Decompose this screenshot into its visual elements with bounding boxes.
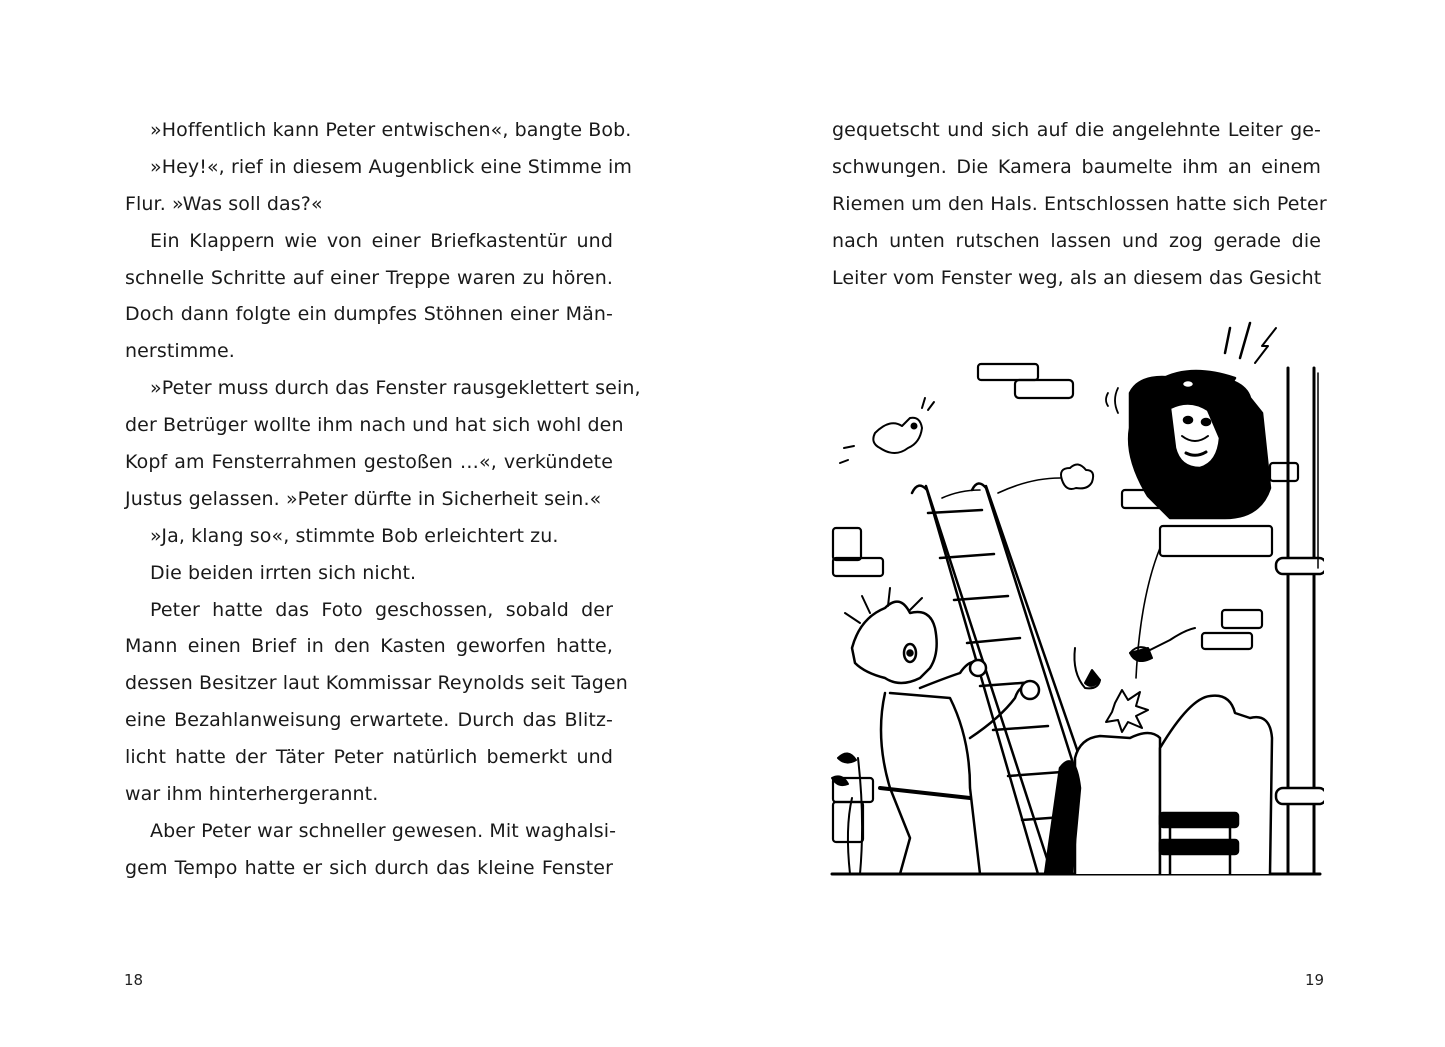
left-page <box>0 0 722 1047</box>
text-line: gequetscht und sich auf die angelehnte Leiter ge- <box>832 119 1321 141</box>
text-line: »Hoffentlich kann Peter entwischen«, bangte Bob. <box>150 119 632 141</box>
page-number-left: 18 <box>124 971 144 989</box>
text-line: »Hey!«, rief in diesem Augenblick eine Stimme im <box>150 155 632 178</box>
text-line: war ihm hinterhergerannt. <box>125 783 379 806</box>
text-line: Ein Klappern wie von einer Briefkastentür und <box>150 229 613 252</box>
text-line: Justus gelassen. »Peter dürfte in Sicherheit sein.« <box>125 487 602 510</box>
angry-man-in-window <box>1106 323 1276 518</box>
text-line: Riemen um den Hals. Entschlossen hatte sich Peter <box>832 192 1327 215</box>
text-line: nerstimme. <box>125 340 235 363</box>
boy-pulling-ladder <box>845 588 1039 874</box>
text-line: »Ja, klang so«, stimmte Bob erleichtert zu. <box>150 524 559 547</box>
broken-door <box>1045 696 1272 874</box>
text-line: gem Tempo hatte er sich durch das kleine Fenster <box>125 856 613 879</box>
falling-pipe <box>1074 548 1195 688</box>
text-line: Leiter vom Fenster weg, als an diesem das Gesicht <box>832 266 1322 289</box>
text-line: Aber Peter war schneller gewesen. Mit waghalsi- <box>150 819 617 842</box>
right-page <box>722 0 1445 1047</box>
right-page-text <box>832 112 1327 296</box>
dust-puff <box>1061 464 1093 489</box>
plant <box>832 753 862 874</box>
text-line: schnelle Schritte auf einer Treppe waren zu hören. <box>125 266 613 289</box>
page-number-right: 19 <box>1305 971 1325 989</box>
text-line: eine Bezahlanweisung erwartete. Durch das Blitz- <box>125 709 613 732</box>
text-line: der Betrüger wollte ihm nach und hat sich wohl den <box>125 414 624 437</box>
text-line: schwungen. Die Kamera baumelte ihm an einem <box>832 155 1321 178</box>
drainpipe <box>1276 368 1324 874</box>
text-line: Kopf am Fensterrahmen gestoßen …«, verkündete <box>125 451 613 474</box>
text-line: nach unten rutschen lassen und zog gerade die <box>832 229 1321 252</box>
text-line: Die beiden irrten sich nicht. <box>150 561 417 584</box>
left-page-text <box>125 112 641 887</box>
flying-bird <box>840 398 934 463</box>
text-line: Flur. »Was soll das?« <box>125 192 323 215</box>
text-line: Mann einen Brief in den Kasten geworfen hatte, <box>125 635 613 658</box>
text-line: Peter hatte das Foto geschossen, sobald der <box>150 598 613 621</box>
impact-star <box>1106 690 1148 732</box>
text-line: licht hatte der Täter Peter natürlich bemerkt und <box>125 746 613 769</box>
comic-illustration <box>830 318 1324 878</box>
text-line: dessen Besitzer laut Kommissar Reynolds seit Tagen <box>125 672 628 695</box>
text-line: Doch dann folgte ein dumpfes Stöhnen einer Män- <box>125 303 613 326</box>
text-line: »Peter muss durch das Fenster rausgeklettert sein, <box>150 377 641 400</box>
